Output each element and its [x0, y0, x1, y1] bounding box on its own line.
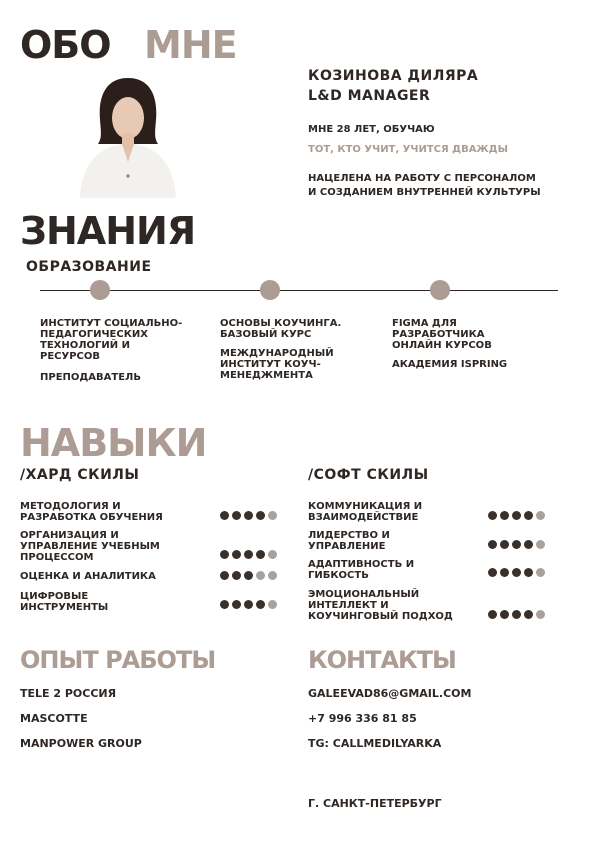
soft-skill-2-rating — [488, 540, 545, 549]
rating-dot — [536, 540, 545, 549]
rating-dot — [268, 600, 277, 609]
rating-dot — [488, 540, 497, 549]
education-2-detail2: ИНСТИТУТ КОУЧ- — [220, 359, 321, 370]
education-3-line1: FIGMA ДЛЯ — [392, 318, 457, 329]
profile-photo — [72, 72, 184, 198]
soft-skill-4-line3: КОУЧИНГОВЫЙ ПОДХОД — [308, 611, 453, 622]
soft-skill-3-line1: АДАПТИВНОСТЬ И — [308, 559, 415, 570]
soft-skill-4 — [308, 589, 453, 622]
rating-dot — [244, 571, 253, 580]
education-2-line1: ОСНОВЫ КОУЧИНГА. — [220, 318, 342, 329]
education-1-line2: ПЕДАГОГИЧЕСКИХ — [40, 329, 148, 340]
about-title-part2: МНЕ — [144, 23, 237, 67]
hard-skill-4-line2: ИНСТРУМЕНТЫ — [20, 602, 109, 613]
hard-skill-2-line1: ОРГАНИЗАЦИЯ И — [20, 530, 119, 541]
rating-dot — [536, 511, 545, 520]
rating-dot — [220, 600, 229, 609]
age-line: МНЕ 28 ЛЕТ, ОБУЧАЮ — [308, 124, 435, 135]
rating-dot — [512, 610, 521, 619]
hard-skill-1-line2: РАЗРАБОТКА ОБУЧЕНИЯ — [20, 512, 163, 523]
contact-city: Г. САНКТ-ПЕТЕРБУРГ — [308, 797, 442, 810]
rating-dot — [232, 550, 241, 559]
rating-dot — [232, 600, 241, 609]
rating-dot — [524, 540, 533, 549]
rating-dot — [512, 511, 521, 520]
rating-dot — [488, 511, 497, 520]
education-item-3 — [392, 318, 562, 370]
hard-skill-3 — [20, 571, 156, 582]
hard-skill-3-line1: ОЦЕНКА И АНАЛИТИКА — [20, 571, 156, 582]
soft-skill-4-line2: ИНТЕЛЛЕКТ И — [308, 600, 389, 611]
education-1-line4: РЕСУРСОВ — [40, 351, 100, 362]
contact-email[interactable]: GALEEVAD86@GMAIL.COM — [308, 687, 472, 700]
rating-dot — [220, 571, 229, 580]
soft-skill-1 — [308, 501, 422, 523]
timeline-dot-2 — [260, 280, 280, 300]
rating-dot — [256, 571, 265, 580]
experience-title: ОПЫТ РАБОТЫ — [20, 646, 216, 674]
contact-phone[interactable]: +7 996 336 81 85 — [308, 712, 417, 725]
experience-item-3: MANPOWER GROUP — [20, 737, 142, 750]
rating-dot — [536, 610, 545, 619]
education-2-detail3: МЕНЕДЖМЕНТА — [220, 370, 313, 381]
soft-skill-1-line2: ВЗАИМОДЕЙСТВИЕ — [308, 512, 419, 523]
rating-dot — [220, 511, 229, 520]
rating-dot — [256, 600, 265, 609]
education-2-detail1: МЕЖДУНАРОДНЫЙ — [220, 348, 334, 359]
rating-dot — [256, 511, 265, 520]
soft-skill-3-line2: ГИБКОСТЬ — [308, 570, 369, 581]
timeline-dot-3 — [430, 280, 450, 300]
rating-dot — [500, 610, 509, 619]
knowledge-title: ЗНАНИЯ — [20, 209, 196, 253]
education-3-line2: РАЗРАБОТЧИКА — [392, 329, 485, 340]
education-3-line3: ОНЛАЙН КУРСОВ — [392, 340, 492, 351]
rating-dot — [500, 568, 509, 577]
rating-dot — [232, 571, 241, 580]
rating-dot — [244, 550, 253, 559]
rating-dot — [268, 511, 277, 520]
hard-skill-2-rating — [220, 550, 277, 559]
soft-skill-2 — [308, 530, 390, 552]
education-1-detail1: ПРЕПОДАВАТЕЛЬ — [40, 372, 141, 383]
hard-skill-4-rating — [220, 600, 277, 609]
rating-dot — [244, 600, 253, 609]
rating-dot — [512, 540, 521, 549]
person-role: L&D MANAGER — [308, 88, 431, 104]
soft-skill-1-line1: КОММУНИКАЦИЯ И — [308, 501, 423, 512]
soft-skill-3-rating — [488, 568, 545, 577]
about-title-part1: ОБО — [20, 23, 111, 67]
skills-title: НАВЫКИ — [20, 421, 207, 465]
hard-skill-2 — [20, 530, 160, 563]
contacts-title: КОНТАКТЫ — [308, 646, 456, 674]
rating-dot — [500, 511, 509, 520]
rating-dot — [244, 511, 253, 520]
timeline-dot-1 — [90, 280, 110, 300]
experience-item-2: MASCOTTE — [20, 712, 88, 725]
rating-dot — [500, 540, 509, 549]
experience-item-1: TELE 2 РОССИЯ — [20, 687, 117, 700]
rating-dot — [488, 610, 497, 619]
rating-dot — [536, 568, 545, 577]
hard-skill-1-rating — [220, 511, 277, 520]
rating-dot — [268, 550, 277, 559]
focus-line-1: НАЦЕЛЕНА НА РАБОТУ С ПЕРСОНАЛОМ — [308, 173, 536, 184]
hard-skill-3-rating — [220, 571, 277, 580]
hard-skill-2-line3: ПРОЦЕССОМ — [20, 552, 94, 563]
education-item-1 — [40, 318, 215, 383]
rating-dot — [256, 550, 265, 559]
motto: ТОТ, КТО УЧИТ, УЧИТСЯ ДВАЖДЫ — [308, 144, 508, 155]
education-item-2 — [220, 318, 385, 381]
hard-skill-1 — [20, 501, 163, 523]
education-label: ОБРАЗОВАНИЕ — [26, 259, 152, 275]
rating-dot — [488, 568, 497, 577]
hard-skill-4 — [20, 591, 108, 613]
rating-dot — [268, 571, 277, 580]
soft-skill-3 — [308, 559, 414, 581]
education-2-line2: БАЗОВЫЙ КУРС — [220, 329, 312, 340]
soft-skill-4-rating — [488, 610, 545, 619]
hard-skill-2-line2: УПРАВЛЕНИЕ УЧЕБНЫМ — [20, 541, 160, 552]
hard-skill-1-line1: МЕТОДОЛОГИЯ И — [20, 501, 121, 512]
soft-skills-label: /СОФТ СКИЛЫ — [308, 467, 429, 483]
rating-dot — [512, 568, 521, 577]
rating-dot — [232, 511, 241, 520]
contact-telegram[interactable]: TG: CALLMEDILYARKA — [308, 737, 442, 750]
soft-skill-1-rating — [488, 511, 545, 520]
person-name: КОЗИНОВА ДИЛЯРА — [308, 68, 479, 84]
timeline-line — [40, 290, 558, 291]
soft-skill-2-line1: ЛИДЕРСТВО И — [308, 530, 390, 541]
rating-dot — [524, 568, 533, 577]
soft-skill-4-line1: ЭМОЦИОНАЛЬНЫЙ — [308, 589, 420, 600]
rating-dot — [524, 511, 533, 520]
hard-skill-4-line1: ЦИФРОВЫЕ — [20, 591, 89, 602]
soft-skill-2-line2: УПРАВЛЕНИЕ — [308, 541, 386, 552]
rating-dot — [220, 550, 229, 559]
rating-dot — [524, 610, 533, 619]
education-3-detail1: АКАДЕМИЯ ISPRING — [392, 359, 508, 370]
hard-skills-label: /ХАРД СКИЛЫ — [20, 467, 140, 483]
education-1-line1: ИНСТИТУТ СОЦИАЛЬНО- — [40, 318, 183, 329]
education-1-line3: ТЕХНОЛОГИЙ И — [40, 340, 130, 351]
focus-line-2: И СОЗДАНИЕМ ВНУТРЕННЕЙ КУЛЬТУРЫ — [308, 187, 541, 198]
